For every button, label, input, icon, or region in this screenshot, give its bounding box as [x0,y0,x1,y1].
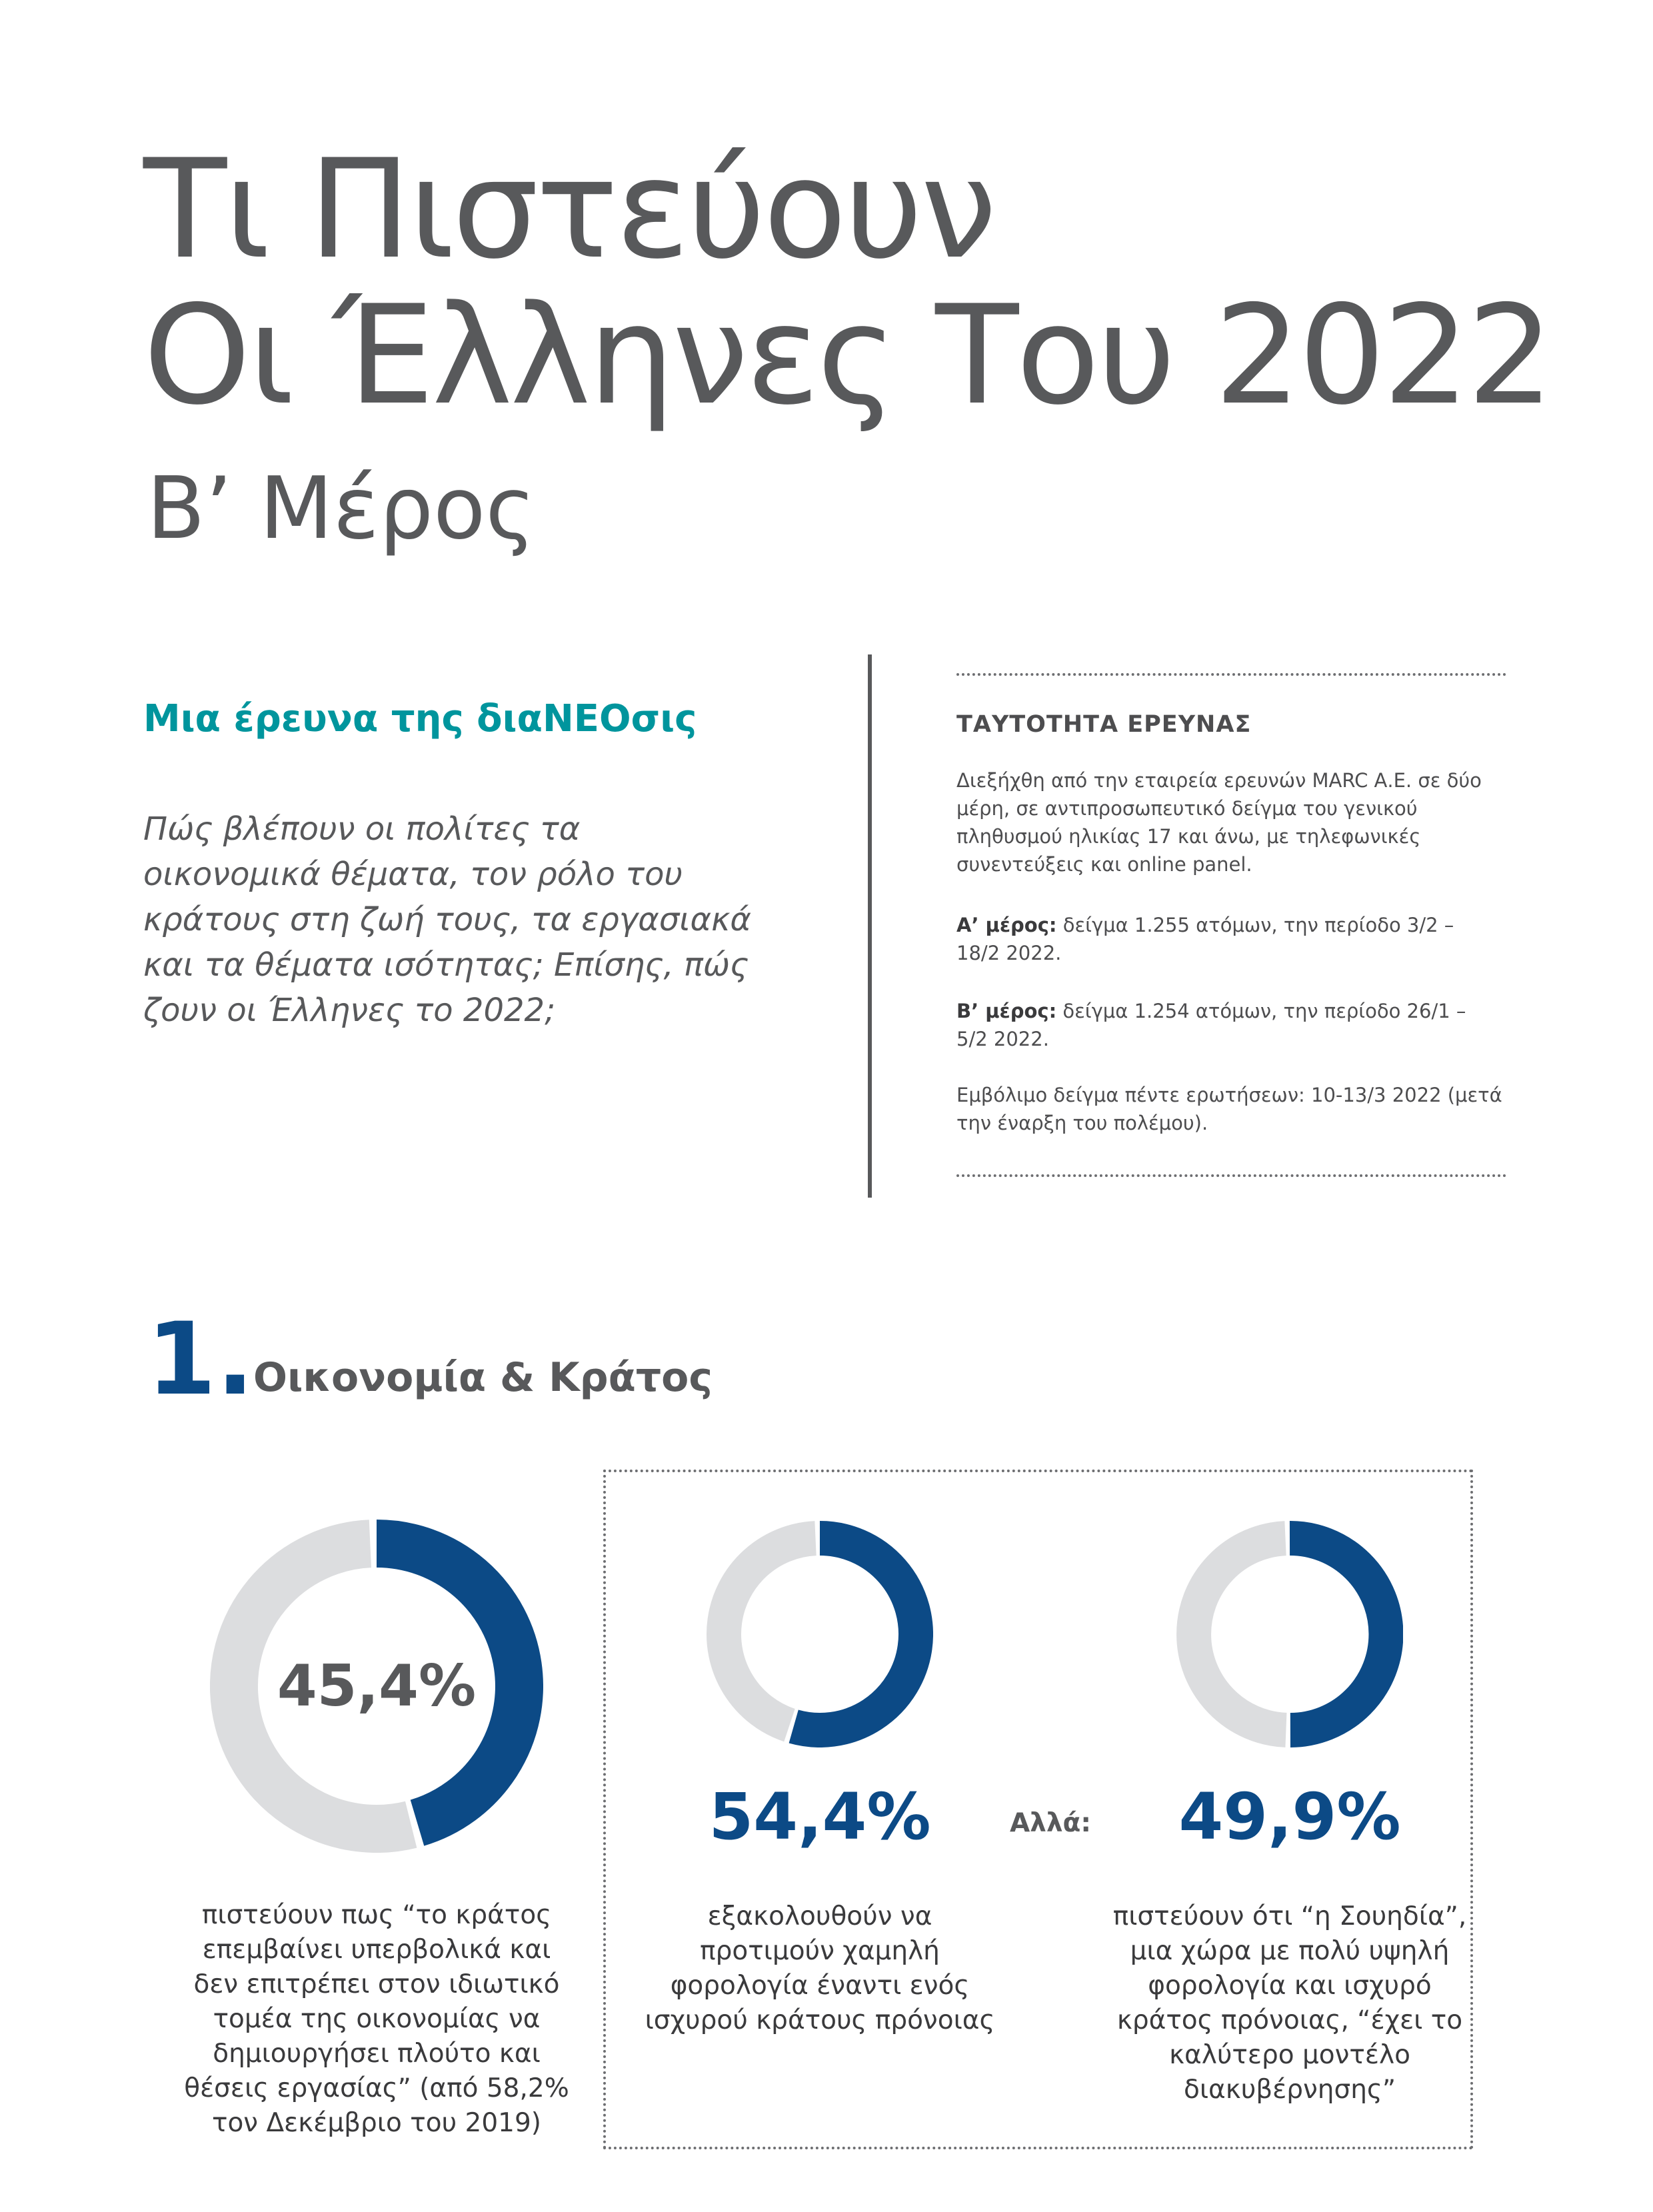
intro-paragraph: Πώς βλέπουν οι πολίτες τα οικονομικά θέματα, τον ρόλο του κράτους στη ζωή τους, τα εργασιακά και τα θέματα ισότητας; Επίσης, πώς ζουν οι Έλληνες το 2022; [143,810,752,1029]
donut-chart-sweden-model [1176,1521,1403,1747]
survey-part-a [956,911,1503,967]
section-title: Οικονομία & Κράτος [253,1354,713,1401]
survey-part-b [956,997,1503,1053]
donut-center-value: 45,4% [277,1653,477,1719]
research-by-label: Μια έρευνα της διαΝΕΟσις [143,697,697,740]
sweden-model-percentage: 49,9% [1178,1779,1401,1854]
donut-track [724,1538,816,1725]
survey-heading: ΤΑΥΤΟΤΗΤΑ ΕΡΕΥΝΑΣ [956,711,1252,738]
survey-divider-top [956,673,1506,676]
survey-divider-bottom [956,1174,1506,1177]
section-number: 1. [147,1302,255,1418]
donut-chart-state-intervention [210,1520,543,1853]
survey-part-a-label: Α’ μέρος: [956,914,1057,936]
survey-part-b-label: Β’ μέρος: [956,1000,1057,1022]
page-title-line1: Τι Πιστεύουν [143,131,994,289]
vertical-divider [868,654,872,1198]
caption-low-taxation: εξακολουθούν να προτιμούν χαμηλή φορολογία έναντι ενός ισχυρού κράτους πρόνοιας [645,1901,995,2035]
connector-label: Αλλά: [1010,1808,1091,1838]
donut-value-arc [794,1538,916,1730]
caption-state-intervention: πιστεύουν πως “το κράτος επεμβαίνει υπερβολικά και δεν επιτρέπει στον ιδιωτικό τομέα της οικονομίας να δημιουργήσει πλούτο και θέσεις εργασίας” (από 58,2% τον Δεκέμβριο του 2019) [184,1900,569,2138]
page-subtitle: Β’ Μέρος [147,459,536,558]
survey-part-a-text: δείγμα 1.255 ατόμων, την περίοδο 3/2 – 18/2 2022. [956,914,1454,964]
low-taxation-percentage: 54,4% [709,1779,931,1854]
page-title-line2: Οι Έλληνες Του 2022 [143,277,1552,435]
survey-description: Διεξήχθη από την εταιρεία ερευνών MARC Α.Ε. σε δύο μέρη, σε αντιπροσωπευτικό δείγμα του γενικού πληθυσμού ηλικίας 17 και άνω, με τηλεφωνικές συνεντεύξεις και online panel. [956,769,1482,876]
donut-chart-low-taxation [707,1521,933,1747]
caption-sweden-model: πιστεύουν ότι “η Σουηδία”, μια χώρα με πολύ υψηλή φορολογία και ισχυρό κράτος πρόνοιας, “έχει το καλύτερο μοντέλο διακυβέρνησης” [1112,1901,1467,2105]
donut-track [1194,1538,1286,1730]
donut-value-arc [1290,1538,1386,1730]
survey-extra-sample: Εμβόλιμο δείγμα πέντε ερωτήσεων: 10-13/3 2022 (μετά την έναρξη του πολέμου). [956,1084,1502,1134]
survey-part-b-text: δείγμα 1.254 ατόμων, την περίοδο 26/1 – 5/2 2022. [956,1000,1466,1050]
